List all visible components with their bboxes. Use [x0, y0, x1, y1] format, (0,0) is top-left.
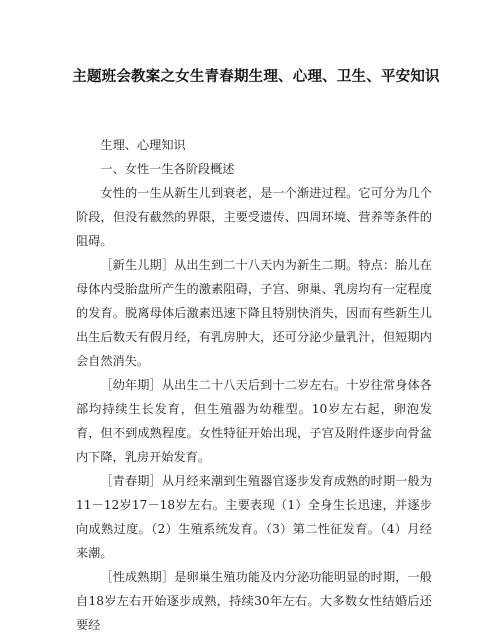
paragraph-intro: 女性的一生从新生儿到衰老，是一个渐进过程。它可分为几个阶段，但没有截然的界限，主要受遗传、四周环境、营养等条件的阻碍。 — [76, 186, 432, 248]
paragraph-childhood-period: ［幼年期］从出生二十八天后到十二岁左右。十岁往常身体各部均持续生长发育，但生殖器为幼稚型。10岁左右起，卵泡发育，但不到成熟程度。女性特征开始出现，子宫及附件逐步向骨盆内下降，乳房开始发育。 — [76, 378, 432, 464]
document-body — [76, 133, 432, 637]
paragraph-newborn-period: ［新生儿期］从出生到二十八天内为新生二期。特点：胎儿在母体内受胎盘所产生的激素阻碍，子宫、卵巢、乳房均有一定程度的发育。脱离母体后激素迅速下降且特别快消失，因而有些新生儿出生后数天有假月经，有乳房肿大，还可分泌少量乳汁，但短期内会自然消失。 — [76, 258, 432, 368]
paragraph-maturity-period: ［性成熟期］是卵巢生殖功能及内分泌功能明显的时期，一般自18岁左右开始逐步成熟，持续30年左右。大多数女性结婚后还要经 — [76, 570, 432, 632]
paragraph-section-heading: 生理、心理知识 — [100, 138, 186, 152]
paragraph-adolescence-period: ［青春期］从月经来潮到生殖器官逐步发育成熟的时期一般为11－12岁17－18岁左右。主要表现（1）全身生长迅速，并逐步向成熟过度。（2）生殖系统发育。（3）第二性征发育。（4）月经来潮。 — [76, 474, 432, 560]
document-title: 主题班会教案之女生青春期生理、心理、卫生、平安知识 — [72, 69, 440, 85]
paragraph-subheading: 一、女性一生各阶段概述 — [100, 162, 235, 176]
